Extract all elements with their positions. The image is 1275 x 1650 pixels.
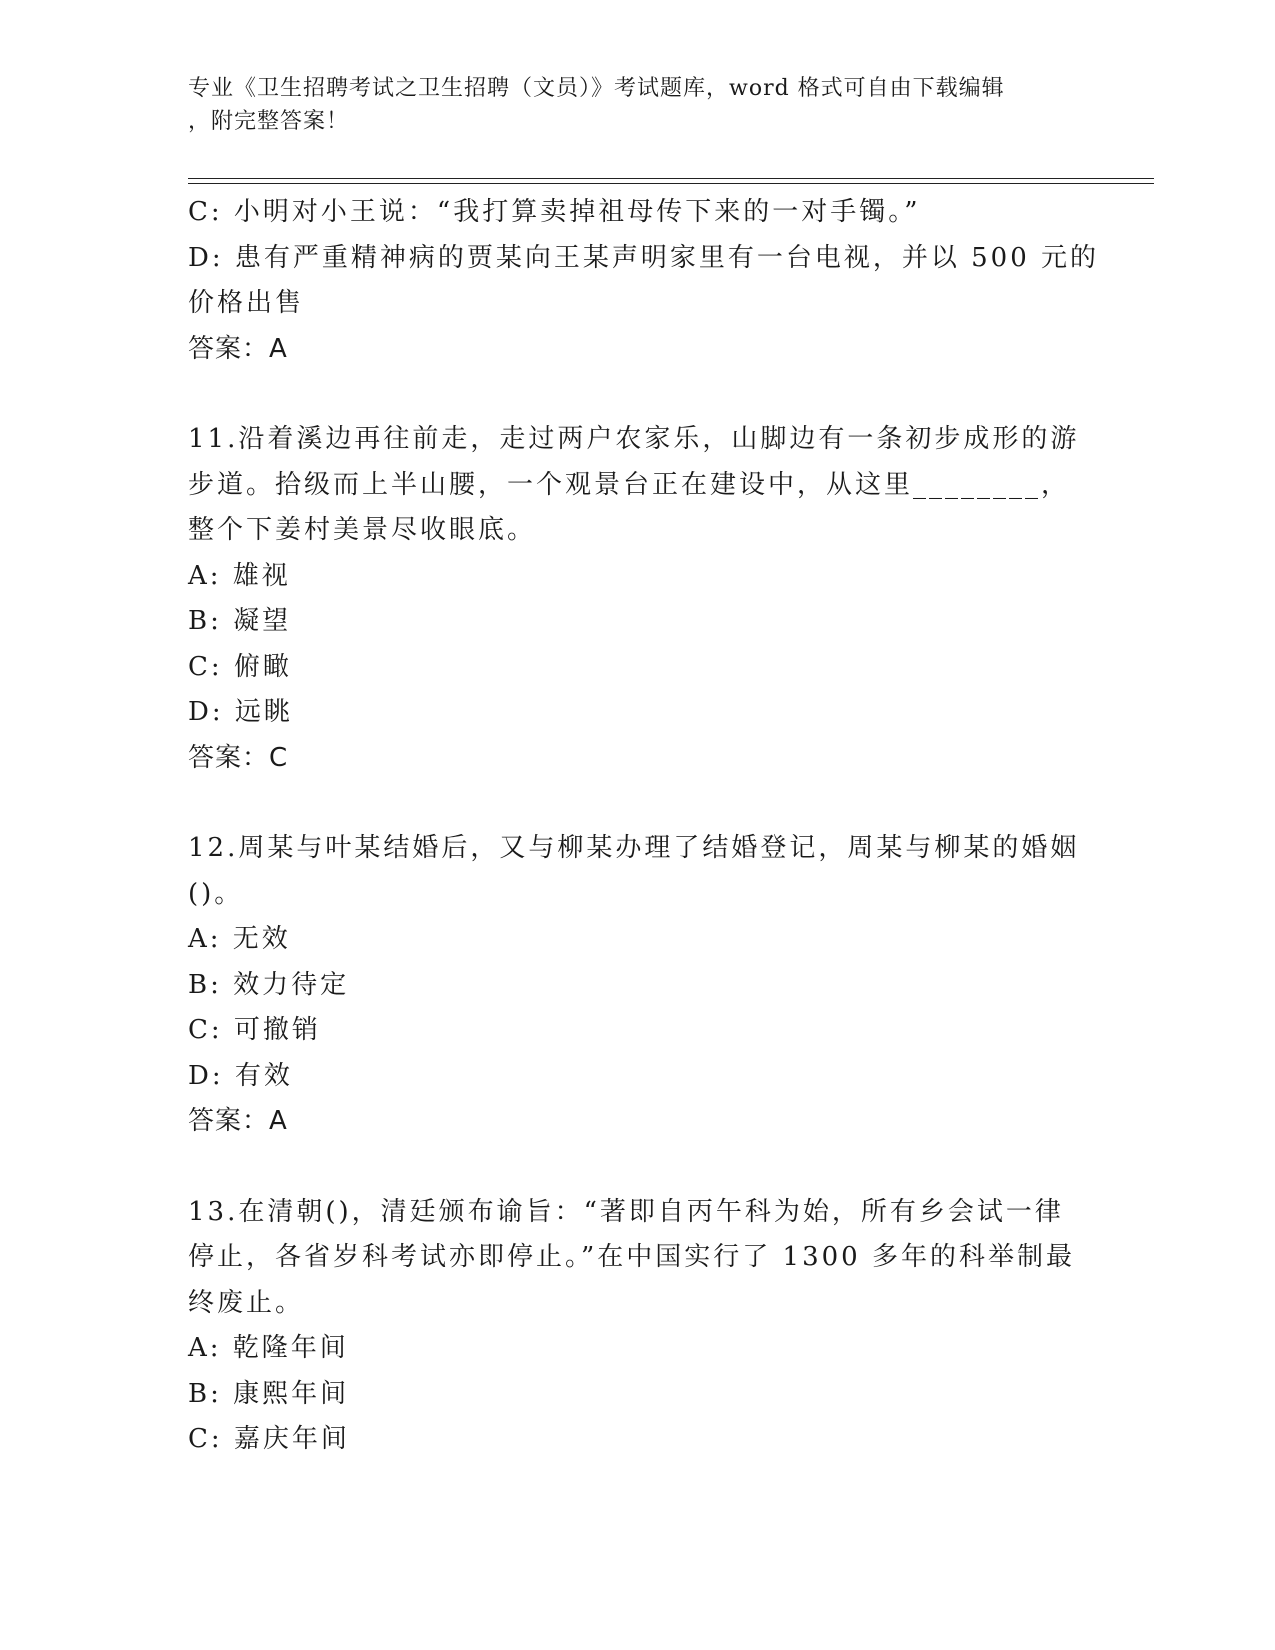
option-a: A: 无效 (188, 924, 291, 954)
spacer (188, 372, 1078, 417)
option-d-line-2: 价格出售 (188, 288, 305, 318)
option-c: C: 俯瞰 (188, 651, 292, 682)
spacer (188, 781, 1078, 826)
question-text-line: 12.周某与叶某结婚后，又与柳某办理了结婚登记，周某与柳某的婚姻 (188, 833, 1080, 863)
document-header (188, 72, 1068, 138)
question-11 (188, 417, 1078, 781)
question-text-line: ()。 (188, 878, 244, 909)
question-text-line: 13.在清朝()，清廷颁布谕旨：“著即自丙午科为始，所有乡会试一律 (188, 1196, 1064, 1227)
option-b: B: 凝望 (188, 606, 292, 636)
option-a: A: 雄视 (188, 560, 291, 591)
document-body (188, 190, 1100, 1463)
header-line-2: ，附完整答案！ (188, 109, 350, 134)
option-b: B: 效力待定 (188, 969, 350, 1000)
question-text-line: 终废止。 (188, 1287, 305, 1318)
question-text-line: 停止，各省岁科考试亦即停止。”在中国实行了 1300 多年的科举制最 (188, 1242, 1075, 1272)
option-c: C: 可撤销 (188, 1015, 321, 1045)
option-c: C: 小明对小王说：“我打算卖掉祖母传下来的一对手镯。” (188, 197, 921, 227)
question-text-line: 整个下姜村美景尽收眼底。 (188, 515, 537, 545)
option-b: B: 康熙年间 (188, 1378, 350, 1409)
spacer (188, 1145, 1078, 1190)
option-d: D: 有效 (188, 1060, 293, 1091)
question-13 (188, 1190, 1078, 1463)
option-d: D: 远眺 (188, 697, 293, 727)
option-d-line-1: D: 患有严重精神病的贾某向王某声明家里有一台电视，并以 500 元的 (188, 242, 1100, 273)
answer: 答案：A (188, 333, 288, 364)
question-text-line: 11.沿着溪边再往前走，走过两户农家乐，山脚边有一条初步成形的游 (188, 424, 1080, 454)
option-a: A: 乾隆年间 (188, 1333, 349, 1363)
question-12 (188, 826, 1078, 1145)
option-c: C: 嘉庆年间 (188, 1424, 350, 1454)
header-line-1: 专业《卫生招聘考试之卫生招聘（文员）》考试题库，word 格式可自由下载编辑 (188, 76, 1005, 101)
header-rule-bottom (188, 183, 1154, 184)
header-rule-top (188, 178, 1154, 179)
answer: 答案：C (188, 742, 289, 773)
previous-question-tail (188, 190, 1100, 372)
answer: 答案：A (188, 1106, 288, 1136)
question-text-line: 步道。拾级而上半山腰，一个观景台正在建设中，从这里________， (188, 469, 1071, 500)
